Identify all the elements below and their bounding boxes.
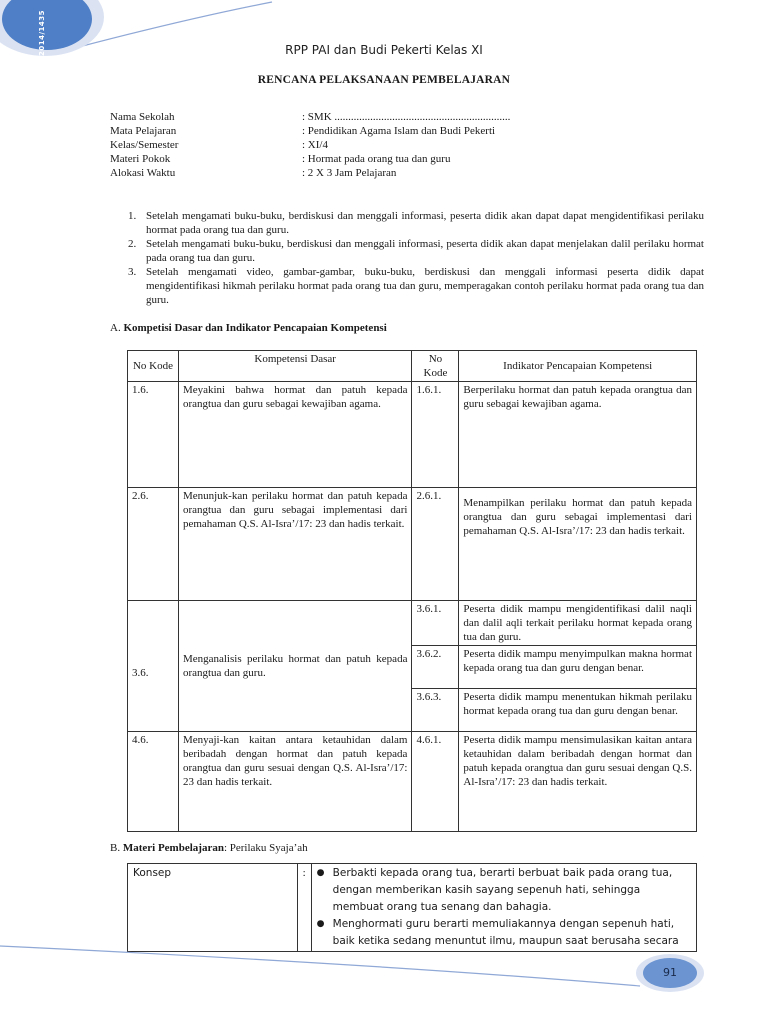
indicator-code: 3.6.3. (412, 689, 459, 732)
materi-colon: : (297, 864, 311, 952)
objective-number: 1. (128, 210, 137, 222)
row-code: 2.6. (128, 488, 179, 601)
meta-row-class (110, 138, 580, 152)
header-indikator: Indikator Pencapaian Kompetensi (459, 351, 697, 382)
indicator-text: Menampilkan perilaku hormat dan patuh kepada orangtua dan guru sebagai implementasi dari pemahaman Q.S. Al-Isra’/17: 23 dan hadis terkait. (459, 488, 697, 601)
indicator-code: 2.6.1. (412, 488, 459, 601)
row-code: 4.6. (128, 732, 179, 832)
indicator-code: 3.6.1. (412, 601, 459, 646)
meta-row-school (110, 110, 580, 124)
objective-text: Setelah mengamati video, gambar-gambar, buku-buku, berdiskusi dan menggali informasi peserta didik dapat mengidentifikasi hikmah perilaku hormat pada orang tua dan guru, memperagakan contoh perilaku hormat pada orang tua dan guru. (146, 266, 704, 306)
running-header: RPP PAI dan Budi Pekerti Kelas XI (285, 43, 483, 57)
row-code: 3.6. (128, 601, 179, 732)
identity-block (110, 110, 580, 180)
indicator-text: Peserta didik mampu mengidentifikasi dalil naqli dan dalil aqli terkait perilaku hormat kepada orang tua dan guru. (459, 601, 697, 646)
meta-value: : 2 X 3 Jam Pelajaran (302, 167, 397, 179)
objective-item (128, 265, 704, 307)
indicator-text: Peserta didik mampu menentukan hikmah perilaku hormat kepada orang tua dan guru dengan benar. (459, 689, 697, 732)
document-title: RENCANA PELAKSANAAN PEMBELAJARAN (257, 74, 511, 86)
header-decoration (0, 0, 768, 80)
bullet-item (317, 865, 691, 916)
section-suffix: : Perilaku Syaja’ah (223, 842, 308, 854)
indicator-text: Peserta didik mampu mensimulasikan kaitan antara ketauhidan dalam beribadah dengan hormat dan patuh kepada orangtua dan guru sesuai dengan Q.S. Al-Isra’/17: 23 dan hadis terkait. (459, 732, 697, 832)
meta-value: : Pendidikan Agama Islam dan Budi Pekerti (302, 125, 496, 137)
meta-value: : Hormat pada orang tua dan guru (302, 153, 451, 165)
meta-label: Alokasi Waktu (110, 167, 176, 179)
bullet-icon: ● (316, 919, 325, 929)
indicator-code: 3.6.2. (412, 646, 459, 689)
objective-number: 3. (128, 266, 137, 278)
table-row (128, 732, 697, 832)
meta-row-time (110, 166, 580, 180)
objective-text: Setelah mengamati buku-buku, berdiskusi dan menggali informasi, peserta didik akan dapat menjelakan dalil perilaku hormat pada orang tua dan guru. (146, 238, 704, 264)
row-kd-text: Meyakini bahwa hormat dan patuh kepada orangtua dan guru sebagai kewajiban agama. (178, 382, 412, 488)
objective-number: 2. (128, 238, 137, 250)
section-letter: B. (110, 842, 121, 854)
meta-label: Materi Pokok (110, 153, 171, 165)
meta-label: Kelas/Semester (110, 139, 179, 151)
section-title: Materi Pembelajaran (122, 842, 224, 854)
indicator-code: 1.6.1. (412, 382, 459, 488)
section-title: Kompetisi Dasar dan Indikator Pencapaian Kompetensi (123, 322, 387, 334)
table-header-row (128, 351, 697, 382)
competency-table (127, 350, 697, 832)
bullet-text: Menghormati guru berarti memuliakannya dengan sepenuh hati, baik ketika sedang menuntut ilmu, maupun saat berusaha secara (332, 918, 679, 947)
row-kd-text: Menunjuk-kan perilaku hormat dan patuh kepada orangtua dan guru sebagai implementasi dari pemahaman Q.S. Al-Isra’/17: 23 dan hadis terkait. (178, 488, 412, 601)
meta-label: Mata Pelajaran (110, 125, 177, 137)
header-no-kode-2: No Kode (412, 351, 459, 382)
meta-value: : SMK ................................................................ (302, 111, 511, 123)
meta-value: : XI/4 (302, 139, 328, 151)
row-code: 1.6. (128, 382, 179, 488)
indicator-text: Berperilaku hormat dan patuh kepada orangtua dan guru sebagai kewajiban agama. (459, 382, 697, 488)
page-number: 91 (663, 966, 677, 979)
row-kd-text: Menyaji-kan kaitan antara ketauhidan dalam beribadah dengan hormat dan patuh kepada orangtua dan guru sesuai dengan Q.S. Al-Isra’/17: 23 dan hadis terkait. (178, 732, 412, 832)
header-kompetensi-dasar: Kompetensi Dasar (178, 351, 412, 382)
objective-item (128, 209, 704, 237)
corner-year-text: 2014/1435 (38, 9, 46, 56)
section-b-heading (110, 842, 308, 854)
learning-objectives-list (128, 209, 704, 307)
table-row (128, 382, 697, 488)
meta-row-topic (110, 152, 580, 166)
objective-item (128, 237, 704, 265)
indicator-code: 4.6.1. (412, 732, 459, 832)
row-kd-text: Menganalisis perilaku hormat dan patuh kepada orangtua dan guru. (178, 601, 412, 732)
bullet-icon: ● (316, 868, 325, 878)
table-row (128, 488, 697, 601)
section-a-heading (110, 322, 387, 334)
meta-label: Nama Sekolah (110, 111, 175, 123)
objective-text: Setelah mengamati buku-buku, berdiskusi dan menggali informasi, peserta didik akan dapat dapat mengidentifikasi perilaku hormat pada orang tua dan guru. (146, 210, 704, 236)
bullet-text: Berbakti kepada orang tua, berarti berbuat baik pada orang tua, dengan memberikan kasih sayang sepenuh hati, sehingga membuat orang tua senang dan bahagia. (332, 867, 673, 913)
materi-label: Konsep (128, 864, 298, 952)
meta-row-subject (110, 124, 580, 138)
indicator-text: Peserta didik mampu menyimpulkan makna hormat kepada orang tua dan guru dengan benar. (459, 646, 697, 689)
header-no-kode: No Kode (128, 351, 179, 382)
section-letter: A. (110, 322, 121, 334)
table-row (128, 601, 697, 646)
